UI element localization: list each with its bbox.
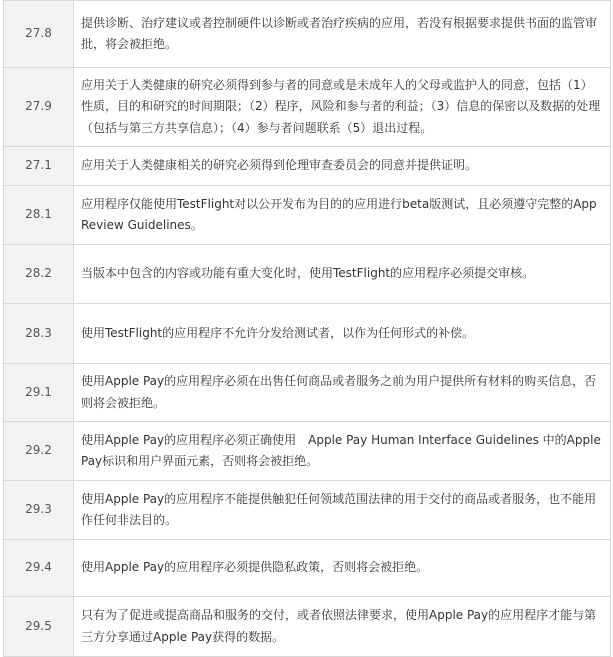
rule-number: 28.3 (4, 304, 74, 364)
table-row (4, 364, 611, 422)
rule-number: 27.9 (4, 68, 74, 147)
table-row (4, 540, 611, 597)
table-row (4, 1, 611, 68)
table-row (4, 186, 611, 245)
rule-number: 29.1 (4, 364, 74, 422)
rule-text: 应用关于人类健康相关的研究必须得到伦理审查委员会的同意并提供证明。 (74, 147, 611, 186)
rule-number: 29.5 (4, 597, 74, 657)
guidelines-table (3, 0, 611, 657)
table-row (4, 481, 611, 540)
rule-number: 29.4 (4, 540, 74, 597)
rule-text: 只有为了促进或提高商品和服务的交付，或者依照法律要求，使用Apple Pay的应用程序才能与第三方分享通过Apple Pay获得的数据。 (74, 597, 611, 657)
table-row (4, 304, 611, 364)
rule-text: 提供诊断、治疗建议或者控制硬件以诊断或者治疗疾病的应用，若没有根据要求提供书面的监管审批，将会被拒绝。 (74, 1, 611, 68)
table-row (4, 422, 611, 481)
rule-number: 27.8 (4, 1, 74, 68)
rule-text: 使用Apple Pay的应用程序必须在出售任何商品或者服务之前为用户提供所有材料的购买信息，否则将会被拒绝。 (74, 364, 611, 422)
rule-text: 使用Apple Pay的应用程序不能提供触犯任何领域范围法律的用于交付的商品或者服务，也不能用作任何非法目的。 (74, 481, 611, 540)
table-row (4, 147, 611, 186)
table-row (4, 245, 611, 304)
table-row (4, 597, 611, 657)
rule-number: 28.2 (4, 245, 74, 304)
rule-text: 应用关于人类健康的研究必须得到参与者的同意或是未成年人的父母或监护人的同意，包括（1）性质，目的和研究的时间期限；（2）程序，风险和参与者的利益；（3）信息的保密以及数据的处理（包括与第三方共享信息）；（4）参与者问题联系（5）退出过程。 (74, 68, 611, 147)
table-row (4, 68, 611, 147)
rule-text: 使用Apple Pay的应用程序必须正确使用 Apple Pay Human Interface Guidelines 中的Apple Pay标识和用户界面元素，否则将会被拒绝。 (74, 422, 611, 481)
rule-text: 应用程序仅能使用TestFlight对以公开发布为目的的应用进行beta版测试，且必须遵守完整的App Review Guidelines。 (74, 186, 611, 245)
rule-text: 当版本中包含的内容或功能有重大变化时，使用TestFlight的应用程序必须提交审核。 (74, 245, 611, 304)
rule-text: 使用Apple Pay的应用程序必须提供隐私政策，否则将会被拒绝。 (74, 540, 611, 597)
rule-text: 使用TestFlight的应用程序不允许分发给测试者，以作为任何形式的补偿。 (74, 304, 611, 364)
rule-number: 27.1 (4, 147, 74, 186)
rule-number: 28.1 (4, 186, 74, 245)
rule-number: 29.2 (4, 422, 74, 481)
rule-number: 29.3 (4, 481, 74, 540)
